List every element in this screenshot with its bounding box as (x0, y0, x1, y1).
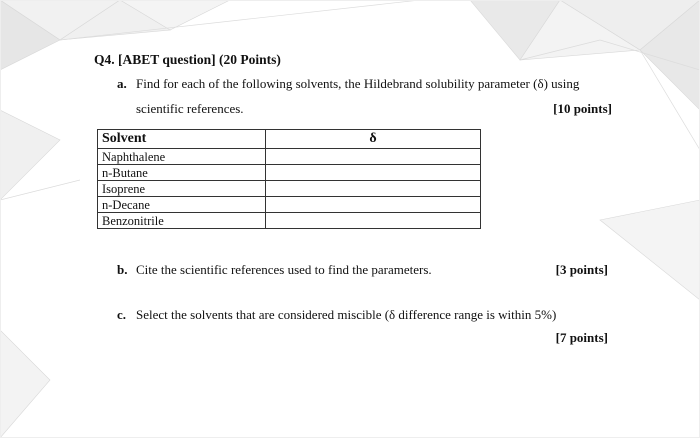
part-b-instruction: Cite the scientific references used to find the parameters. (136, 262, 432, 277)
table-row (98, 213, 481, 229)
solvent-cell: n-Butane (98, 165, 266, 181)
table-row (98, 181, 481, 197)
header-solvent: Solvent (98, 130, 266, 149)
table-header-row (98, 130, 481, 149)
table-row (98, 165, 481, 181)
solvent-cell: n-Decane (98, 197, 266, 213)
delta-cell[interactable] (266, 181, 481, 197)
delta-cell[interactable] (266, 149, 481, 165)
question-title: Q4. [ABET question] (20 Points) (94, 52, 281, 67)
solvent-cell: Isoprene (98, 181, 266, 197)
delta-cell[interactable] (266, 213, 481, 229)
part-a-instruction: Find for each of the following solvents, the Hildebrand solubility parameter (δ) using (136, 76, 580, 91)
delta-cell[interactable] (266, 165, 481, 181)
solvent-table (97, 129, 481, 229)
delta-cell[interactable] (266, 197, 481, 213)
table-row (98, 197, 481, 213)
part-c-points: [7 points] (555, 330, 608, 345)
part-c-instruction: Select the solvents that are considered miscible (δ difference range is within 5%) (136, 307, 557, 322)
part-b-points: [3 points] (555, 262, 608, 277)
part-c-marker: c. (117, 307, 127, 322)
header-delta: δ (266, 130, 481, 149)
part-a-instruction-cont: scientific references. (136, 101, 244, 116)
table-row (98, 149, 481, 165)
solvent-cell: Benzonitrile (98, 213, 266, 229)
solvent-cell: Naphthalene (98, 149, 266, 165)
part-a-points: [10 points] (553, 101, 612, 116)
part-a-marker: a. (117, 76, 127, 91)
part-b-marker: b. (117, 262, 128, 277)
